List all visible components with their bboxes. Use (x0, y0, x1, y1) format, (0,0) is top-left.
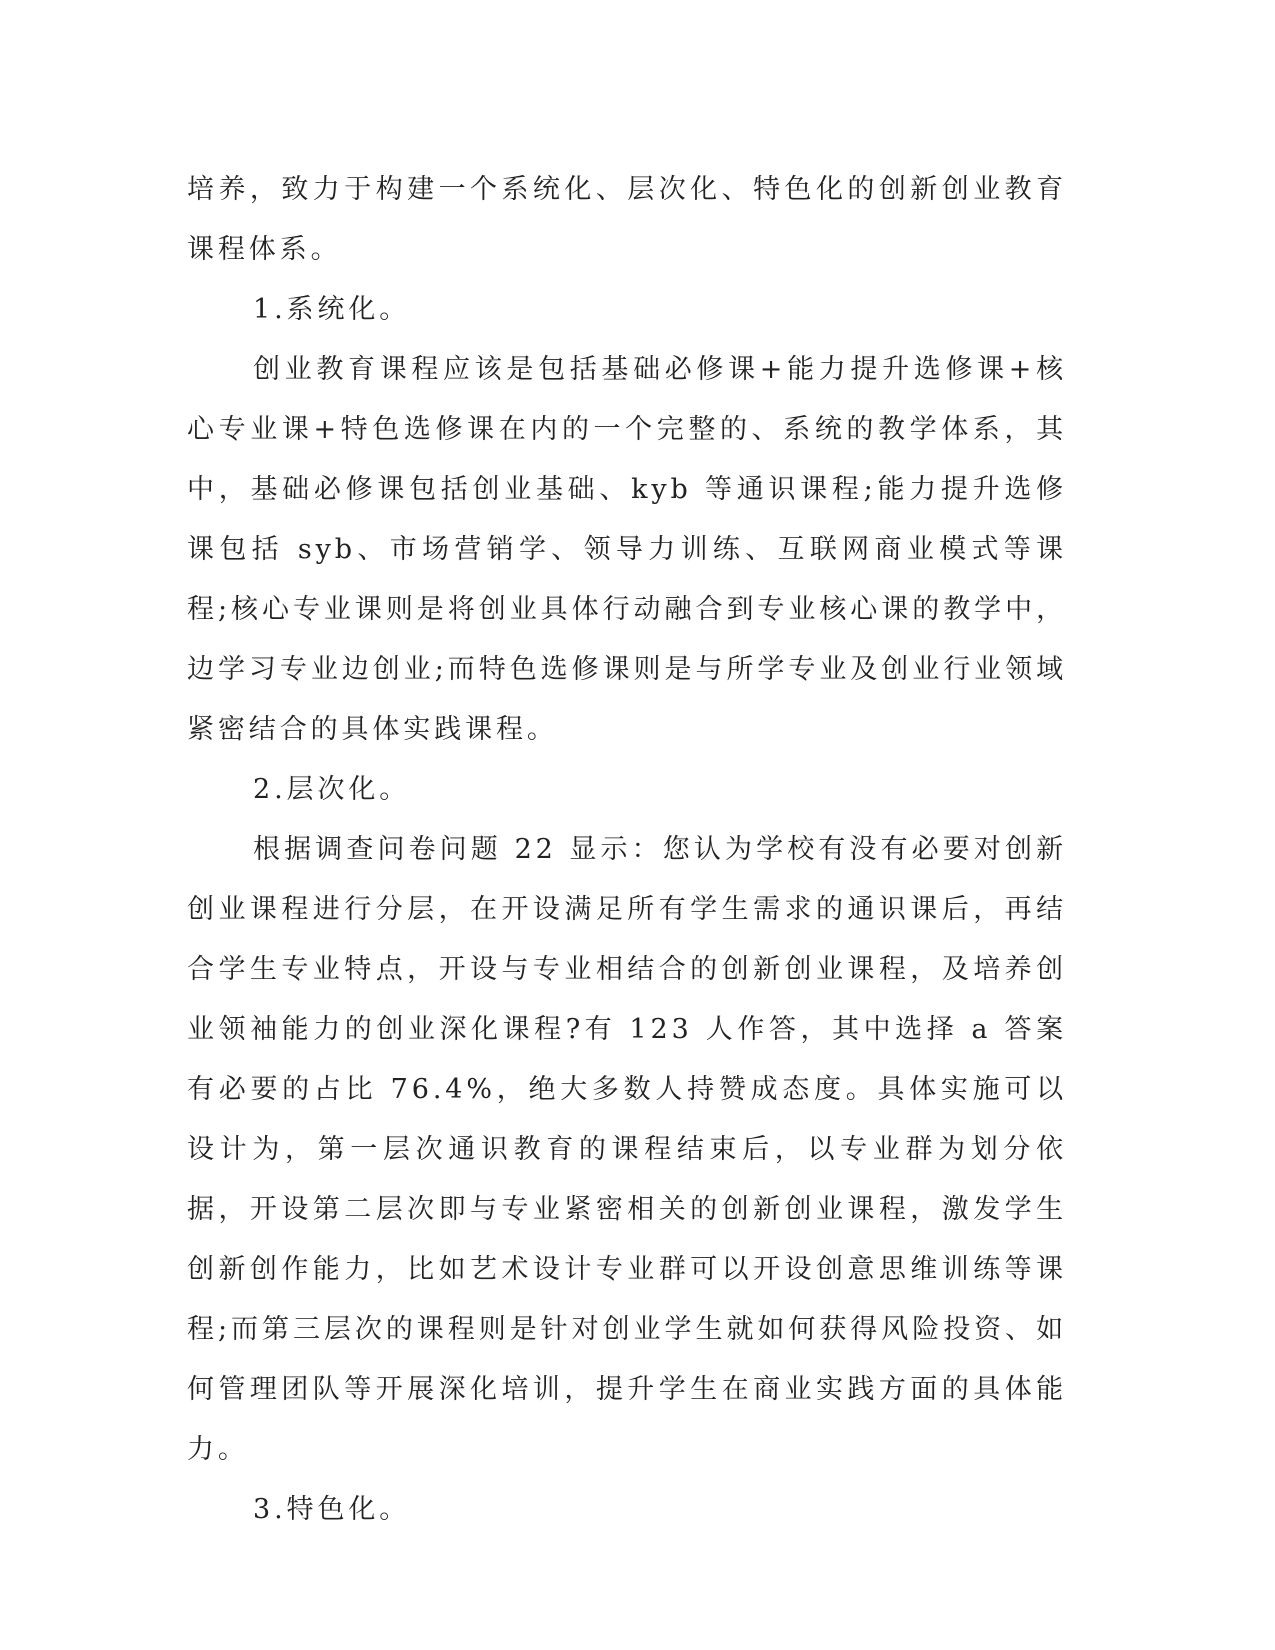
heading-distinctive: 3.特色化。 (253, 1494, 411, 1525)
paragraph-intro: 培养，致力于构建一个系统化、层次化、特色化的创新创业教育课程体系。 (187, 174, 1067, 265)
paragraph-hierarchical: 根据调查问卷问题 22 显示：您认为学校有没有必要对创新创业课程进行分层，在开设满足所有学生需求的通识课后，再结合学生专业特点，开设与专业相结合的创新创业课程，及培养创业领袖能力的创业深化课程?有 123 人作答，其中选择 a 答案有必要的占比 76.4%，绝大多数人持赞成态度。具体实施可以设计为，第一层次通识教育的课程结束后，以专业群为划分依据，开设第二层次即与专业紧密相关的创新创业课程，激发学生创新创作能力，比如艺术设计专业群可以开设创意思维训练等课程;而第三层次的课程则是针对创业学生就如何获得风险投资、如何管理团队等开展深化培训，提升学生在商业实践方面的具体能力。 (187, 834, 1067, 1465)
paragraph-systematic: 创业教育课程应该是包括基础必修课+能力提升选修课+核心专业课+特色选修课在内的一个完整的、系统的教学体系，其中，基础必修课包括创业基础、kyb 等通识课程;能力提升选修课包括 syb、市场营销学、领导力训练、互联网商业模式等课程;核心专业课则是将创业具体行动融合到专业核心课的教学中，边学习专业边创业;而特色选修课则是与所学专业及创业行业领域紧密结合的具体实践课程。 (187, 354, 1067, 745)
heading-hierarchical: 2.层次化。 (253, 774, 411, 805)
document-body (187, 160, 1067, 1540)
heading-systematic: 1.系统化。 (253, 294, 411, 325)
